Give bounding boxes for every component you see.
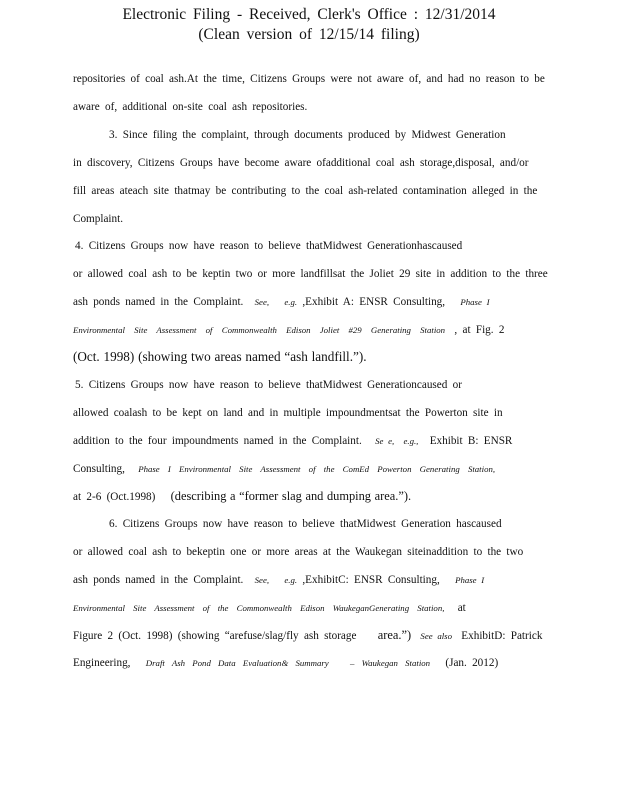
body-text: , at Fig. 2 (454, 324, 505, 336)
exhibit-reference: Exhibit B: ENSR (429, 435, 513, 447)
body-line: or allowed coal ash to bekeptin one or more areas at the Waukegan siteinaddition to the two (73, 546, 524, 558)
document-title: – Waukegan Station (350, 658, 431, 668)
paragraph-4-first-line: 4. Citizens Groups now have reason to believe thatMidwest Generationhascaused (75, 240, 463, 252)
body-text: ash ponds named in the Complaint. (73, 574, 244, 586)
body-text: (describing a “former slag and dumping area.”). (170, 489, 412, 503)
body-line: (Oct. 1998) (showing two areas named “ash landfill.”). (73, 349, 367, 364)
citation-signal: See, (254, 575, 270, 585)
exhibit-reference: ,ExhibitC: ENSR Consulting, (302, 574, 440, 586)
body-line: Complaint. (73, 213, 124, 225)
body-line (73, 656, 498, 670)
body-text: Engineering, (73, 657, 131, 669)
citation-signal: e.g. (284, 575, 298, 585)
body-text: area.”) (377, 628, 412, 642)
body-line: fill areas ateach site thatmay be contributing to the coal ash-related contamination alleged in the (73, 185, 538, 197)
body-text: at 2-6 (Oct.1998) (73, 491, 156, 503)
document-title: Environmental Site Assessment of Commonwealth Edison Joliet #29 Generating Station (73, 325, 446, 335)
body-line (73, 434, 512, 448)
filing-header-line1: Electronic Filing - Received, Clerk's Office : 12/31/2014 (122, 6, 496, 23)
body-line: allowed coalash to be kept on land and in multiple impoundmentsat the Powerton site in (73, 407, 503, 419)
body-text: ref (234, 630, 248, 642)
body-line: repositories of coal ash.At the time, Citizens Groups were not aware of, and had no reason to be (73, 73, 545, 85)
body-line (73, 462, 495, 476)
body-text: Consulting, (73, 463, 125, 475)
body-line: in discovery, Citizens Groups have become aware ofadditional coal ash storage,disposal, and/or (73, 157, 529, 169)
body-line (73, 573, 484, 587)
citation-signal: See also (420, 631, 452, 641)
paragraph-5-first-line: 5. Citizens Groups now have reason to believe thatMidwest Generationcaused or (75, 379, 462, 391)
exhibit-reference: ,Exhibit A: ENSR Consulting, (302, 296, 446, 308)
document-title: Phase I Environmental Site Assessment of the ComEd Powerton Generating Station, (138, 464, 496, 474)
paragraph-6-first-line: 6. Citizens Groups now have reason to believe thatMidwest Generation hascaused (109, 518, 502, 530)
citation-signal: e.g. (284, 297, 298, 307)
citation-signal: Se e, (375, 436, 395, 446)
exhibit-reference: ExhibitD: Patrick (461, 630, 543, 642)
body-text: Figure 2 (Oct. 1998) (showing “a (73, 630, 235, 642)
body-line (73, 601, 466, 615)
body-line: aware of, additional on-site coal ash repositories. (73, 101, 308, 113)
body-line (73, 295, 490, 309)
body-line (73, 323, 504, 337)
filing-header-line2: (Clean version of 12/15/14 filing) (198, 26, 420, 43)
body-line (73, 628, 542, 643)
body-text: ash ponds named in the Complaint. (73, 296, 244, 308)
paragraph-3-first-line: 3. Since filing the complaint, through documents produced by Midwest Generation (109, 129, 506, 141)
document-title: Environmental Site Assessment of the Commonwealth Edison WaukeganGenerating Station, (73, 603, 445, 613)
body-text: addition to the four impoundments named in the Complaint. (73, 435, 362, 447)
citation-signal: See, (254, 297, 270, 307)
body-line (73, 489, 411, 504)
body-line: or allowed coal ash to be keptin two or more landfillsat the Joliet 29 site in addition to the three (73, 268, 548, 280)
document-title: Phase I (460, 297, 490, 307)
body-text: at (457, 602, 466, 614)
citation-signal: e.g., (403, 436, 419, 446)
body-text: (Jan. 2012) (445, 657, 499, 669)
document-title: Draft Ash Pond Data Evaluation& Summary (145, 658, 329, 668)
body-text: use/slag/fly ash storage (247, 630, 357, 642)
document-title: Phase I (455, 575, 485, 585)
